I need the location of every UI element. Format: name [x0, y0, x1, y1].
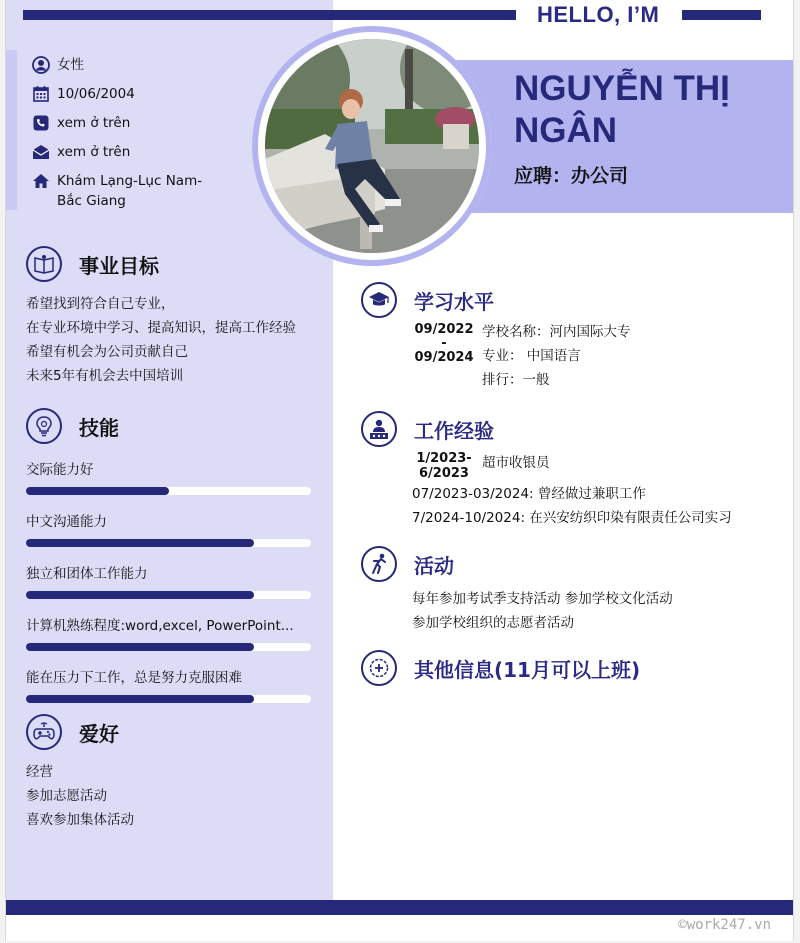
calendar-icon: [31, 84, 51, 103]
education-entry: [412, 320, 792, 392]
experience-line: 7/2024-10/2024: 在兴安纺织印染有限责任公司实习: [412, 510, 732, 526]
education-date-from: 09/2022: [414, 322, 474, 337]
plus-circle-icon: [361, 650, 397, 686]
bottom-decor-bar: [6, 900, 794, 915]
education-rank: 排行：一般: [482, 372, 550, 388]
skill-item: [26, 512, 311, 547]
candidate-name: NGUYỄN THỊ NGÂN: [514, 69, 730, 150]
education-school: 学校名称：河内国际大专: [482, 324, 631, 340]
contact-list: [31, 55, 207, 220]
watermark: ©work247.vn: [678, 917, 771, 933]
gamepad-icon: [26, 714, 62, 750]
activities-section-header: [361, 546, 454, 582]
skill-item: [26, 564, 311, 599]
book-icon: [26, 246, 62, 282]
profile-photo: [265, 39, 479, 253]
hobbies-section-header: [26, 714, 119, 750]
graduation-cap-icon: [361, 282, 397, 318]
education-dates: [412, 320, 476, 392]
other-section-header: [361, 650, 640, 686]
skill-label: 交际能力好: [26, 462, 94, 478]
career-line: 在专业环境中学习、提高知识，提高工作经验: [26, 320, 296, 336]
contact-phone-text: xem ở trên: [57, 115, 131, 131]
contact-birthday: [31, 84, 207, 104]
education-details: [482, 320, 631, 392]
education-date-to: 09/2024: [414, 350, 474, 365]
education-major: 专业： 中国语言: [482, 348, 581, 364]
experience-entries: [412, 451, 792, 481]
experience-first-date-to: 6/2023: [419, 466, 469, 481]
worker-award-icon: [361, 411, 397, 447]
career-line: 未来5年有机会去中国培训: [26, 368, 184, 384]
skill-bar: [26, 591, 311, 599]
contact-address: [31, 171, 207, 211]
running-person-icon: [361, 546, 397, 582]
skill-item: [26, 668, 311, 703]
contact-gender: [31, 55, 207, 75]
career-section-header: [26, 246, 159, 282]
skill-bar: [26, 487, 311, 495]
other-title: 其他信息(11月可以上班): [414, 657, 641, 682]
skills-list: [26, 460, 311, 720]
contact-birthday-text: 10/06/2004: [57, 86, 135, 102]
career-line: 希望找到符合自己专业，: [26, 296, 175, 312]
education-date-separator: -: [441, 336, 447, 351]
hobby-line: 经营: [26, 764, 53, 780]
phone-icon: [31, 113, 51, 132]
hobby-line: 喜欢参加集体活动: [26, 812, 134, 828]
contact-email-text: xem ở trên: [57, 144, 131, 160]
skill-bar: [26, 695, 311, 703]
skills-section-header: [26, 408, 119, 444]
career-line: 希望有机会为公司贡献自己: [26, 344, 188, 360]
hobbies-text: [26, 760, 134, 832]
hobby-line: 参加志愿活动: [26, 788, 107, 804]
lightbulb-icon: [26, 408, 62, 444]
skill-label: 中文沟通能力: [26, 514, 107, 530]
experience-section-header: [361, 411, 494, 447]
user-icon: [31, 55, 51, 74]
experience-first-desc: 超市收银员: [482, 455, 550, 471]
activities-text: [412, 587, 792, 635]
skill-label: 独立和团体工作能力: [26, 566, 148, 582]
activity-line: 参加学校组织的志愿者活动: [412, 615, 574, 631]
contact-gender-text: 女性: [57, 57, 84, 73]
skill-bar-fill: [26, 591, 254, 599]
skill-bar-fill: [26, 487, 169, 495]
skill-bar-fill: [26, 539, 254, 547]
career-title: 事业目标: [79, 253, 159, 278]
skills-title: 技能: [79, 415, 119, 440]
skill-label: 计算机熟练程度:word,excel, PowerPoint...: [26, 618, 294, 634]
top-decor-bar-left: [23, 10, 516, 20]
experience-more: [412, 482, 792, 530]
contact-address-text: Khám Lạng-Lục Nam-Bắc Giang: [57, 173, 203, 209]
top-decor-bar-right: [682, 10, 761, 20]
resume-page: [5, 0, 794, 941]
skill-bar-fill: [26, 695, 254, 703]
skill-bar: [26, 539, 311, 547]
experience-first-dates: [412, 451, 476, 481]
skill-item: [26, 616, 311, 651]
skill-bar: [26, 643, 311, 651]
skill-label: 能在压力下工作，总是努力克服困难: [26, 670, 242, 686]
experience-line: 07/2023-03/2024: 曾经做过兼职工作: [412, 486, 646, 502]
position-applied: 应聘：办公司: [514, 165, 629, 187]
education-section-header: [361, 282, 494, 318]
contact-phone: [31, 113, 207, 133]
experience-title: 工作经验: [414, 418, 494, 443]
hello-heading: HELLO, I’M: [537, 2, 660, 27]
contact-accent-bar: [6, 50, 17, 210]
education-title: 学习水平: [414, 289, 494, 314]
experience-first-date-from: 1/2023-: [416, 451, 472, 466]
hobbies-title: 爱好: [79, 721, 119, 746]
skill-bar-fill: [26, 643, 254, 651]
career-text: [26, 292, 296, 388]
skill-item: [26, 460, 311, 495]
home-icon: [31, 171, 51, 190]
activities-title: 活动: [414, 553, 454, 578]
contact-email: [31, 142, 207, 162]
envelope-icon: [31, 142, 51, 161]
activity-line: 每年参加考试季支持活动 参加学校文化活动: [412, 591, 673, 607]
